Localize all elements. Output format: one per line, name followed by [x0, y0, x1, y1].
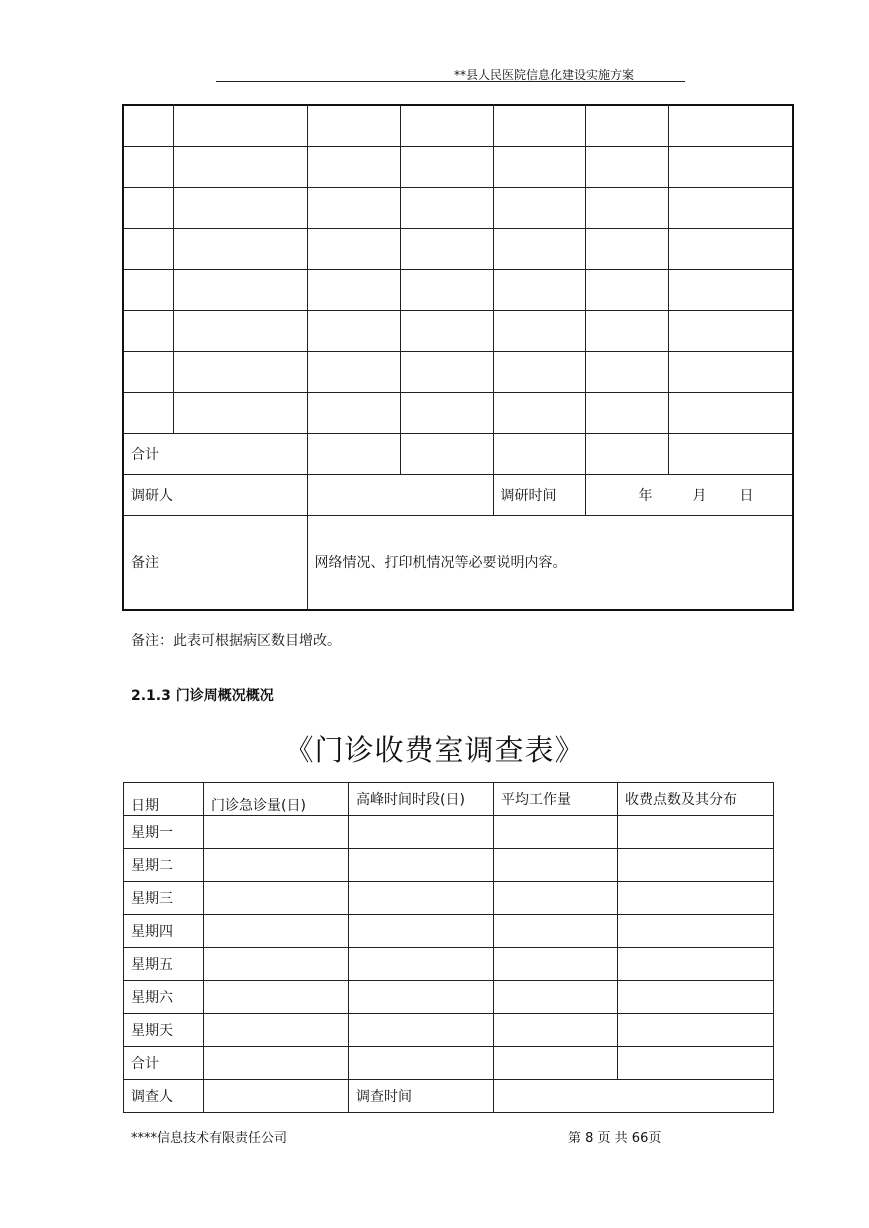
table-row: [124, 1014, 774, 1047]
table-cell: [494, 1047, 618, 1080]
table-cell: [123, 105, 173, 146]
billing-total: [124, 1047, 204, 1080]
table-cell: [668, 187, 793, 228]
column-header: [494, 783, 618, 816]
day-cell-label: 星期天: [131, 1023, 173, 1039]
table-cell: [173, 269, 307, 310]
day-cell-label: 星期四: [131, 924, 173, 940]
table-cell: [400, 228, 493, 269]
survey-time-value-cell: [494, 1080, 774, 1113]
page-header-title: **县人民医院信息化建设实施方案: [454, 68, 635, 82]
day-cell: [124, 981, 204, 1014]
table-row: [124, 816, 774, 849]
table-cell: [307, 146, 400, 187]
table-cell: [173, 146, 307, 187]
section-heading: 2.1.3 门诊周概况概况: [131, 688, 274, 704]
table-cell: [400, 146, 493, 187]
table-cell: [349, 816, 494, 849]
table-cell: [307, 392, 400, 433]
table-cell: [493, 187, 585, 228]
table-cell: [204, 948, 349, 981]
table-cell: [173, 392, 307, 433]
table-cell: [668, 310, 793, 351]
column-header-billing-points: 收费点数及其分布: [625, 792, 737, 808]
remark-text-cell: [307, 515, 793, 610]
day-cell: [124, 948, 204, 981]
table-cell: [204, 816, 349, 849]
table-cell: [668, 105, 793, 146]
footer-company: ****信息技术有限责任公司: [131, 1131, 288, 1146]
column-header-peak-time: 高峰时间时段(日): [356, 792, 465, 808]
table-cell: [204, 981, 349, 1014]
table-cell: [204, 1047, 349, 1080]
table-cell: [494, 849, 618, 882]
table-cell: [400, 187, 493, 228]
table-row: [123, 228, 793, 269]
research-date-cell: [585, 474, 793, 515]
day-cell-label: 星期一: [131, 825, 173, 841]
table-cell: [585, 228, 668, 269]
day-cell: [124, 1014, 204, 1047]
table-cell: [204, 849, 349, 882]
table-row: [123, 392, 793, 433]
day-cell-label: 星期五: [131, 957, 173, 973]
table-cell: [123, 392, 173, 433]
surveyor-label: 调查人: [131, 1089, 173, 1105]
table-cell: [400, 392, 493, 433]
table-cell: [493, 269, 585, 310]
day-cell-label: 星期三: [131, 891, 173, 907]
table-cell: [668, 269, 793, 310]
table-cell: [585, 433, 668, 474]
table-cell: [400, 310, 493, 351]
surveyor: [124, 1080, 204, 1113]
survey-time-label: 调查时间: [356, 1089, 412, 1105]
table-cell: [307, 105, 400, 146]
table-cell: [204, 915, 349, 948]
table-cell: [307, 351, 400, 392]
table-cell: [668, 228, 793, 269]
table-cell: [173, 351, 307, 392]
table-row: [124, 981, 774, 1014]
billing-total-label: 合计: [131, 1056, 159, 1072]
table-row: [124, 882, 774, 915]
table-cell: [349, 1014, 494, 1047]
table-row: [123, 269, 793, 310]
table-row: [124, 849, 774, 882]
survey-time: [349, 1080, 494, 1113]
table-cell: [173, 310, 307, 351]
table-cell: [494, 981, 618, 1014]
table-cell: [349, 1047, 494, 1080]
billing-survey-title: 《门诊收费室调查表》: [284, 733, 585, 767]
remark-label: 备注: [131, 555, 159, 572]
table-cell: [618, 915, 774, 948]
date-month-label: 月: [692, 487, 707, 504]
table-cell: [618, 1047, 774, 1080]
table-cell: [585, 392, 668, 433]
table-cell: [585, 105, 668, 146]
table-cell: [349, 948, 494, 981]
table-cell: [585, 187, 668, 228]
table-cell: [400, 351, 493, 392]
researcher-label-cell: [123, 474, 307, 515]
column-header: [349, 783, 494, 816]
table-cell: [307, 187, 400, 228]
table-cell: [618, 816, 774, 849]
column-header-visits: 门诊急诊量(日): [211, 798, 306, 814]
remark-label-cell: [123, 515, 307, 610]
research-time-label: 调研时间: [500, 487, 557, 504]
table-cell: [204, 882, 349, 915]
survey-remark-row: [123, 515, 793, 610]
table-cell: [400, 105, 493, 146]
day-cell-label: 星期六: [131, 990, 173, 1006]
table-cell: [494, 948, 618, 981]
table-cell: [493, 105, 585, 146]
table-cell: [349, 915, 494, 948]
table-cell: [618, 1014, 774, 1047]
date-year-label: 年: [638, 487, 653, 504]
table-cell: [585, 351, 668, 392]
table-cell: [123, 146, 173, 187]
survey-total-row: [123, 433, 793, 474]
day-cell: [124, 915, 204, 948]
table-cell: [493, 146, 585, 187]
column-header-date: 日期: [131, 798, 159, 814]
table-cell: [173, 187, 307, 228]
table-cell: [668, 146, 793, 187]
researcher-value-cell: [307, 474, 493, 515]
table-cell: [668, 351, 793, 392]
table-cell: [204, 1014, 349, 1047]
billing-surveyor-row: [124, 1080, 774, 1113]
table-cell: [618, 948, 774, 981]
survey-total-label-cell: [123, 433, 307, 474]
table-cell: [349, 882, 494, 915]
table-cell: [123, 269, 173, 310]
table-row: [123, 351, 793, 392]
table-cell: [123, 351, 173, 392]
table-cell: [494, 816, 618, 849]
table-cell: [618, 981, 774, 1014]
day-cell-label: 星期二: [131, 858, 173, 874]
ward-survey-table: [122, 104, 794, 611]
table-row: [123, 105, 793, 146]
table-cell: [493, 392, 585, 433]
table-cell: [618, 849, 774, 882]
remark-text: 网络情况、打印机情况等必要说明内容。: [314, 555, 567, 572]
table-cell: [400, 433, 493, 474]
footer-page-info: 第 8 页 共 66页: [568, 1131, 662, 1146]
table-cell: [123, 228, 173, 269]
table-cell: [307, 433, 400, 474]
survey-researcher-row: [123, 474, 793, 515]
table-cell: [400, 269, 493, 310]
header-rule: [216, 81, 685, 82]
billing-total-row: [124, 1047, 774, 1080]
table-cell: [494, 915, 618, 948]
table-cell: [493, 433, 585, 474]
table-cell: [123, 310, 173, 351]
table-cell: [493, 228, 585, 269]
table-cell: [494, 1014, 618, 1047]
table-cell: [349, 849, 494, 882]
column-header: [618, 783, 774, 816]
table-row: [123, 146, 793, 187]
table-cell: [585, 310, 668, 351]
day-cell: [124, 882, 204, 915]
table-cell: [493, 310, 585, 351]
table-cell: [585, 269, 668, 310]
table-cell: [173, 228, 307, 269]
table-cell: [585, 146, 668, 187]
table-row: [124, 915, 774, 948]
column-header: [204, 783, 349, 816]
table-cell: [307, 310, 400, 351]
table-cell: [173, 105, 307, 146]
table-cell: [668, 433, 793, 474]
table-cell: [123, 187, 173, 228]
table-cell: [349, 981, 494, 1014]
table-cell: [307, 228, 400, 269]
table-cell: [494, 882, 618, 915]
survey-total-label: 合计: [131, 446, 159, 463]
table-note: 备注：此表可根据病区数目增改。: [131, 633, 341, 649]
table-row: [124, 948, 774, 981]
surveyor-value-cell: [204, 1080, 349, 1113]
table-cell: [493, 351, 585, 392]
table-cell: [668, 392, 793, 433]
research-time-label-cell: [493, 474, 585, 515]
table-row: [123, 187, 793, 228]
day-cell: [124, 816, 204, 849]
day-cell: [124, 849, 204, 882]
column-header-workload: 平均工作量: [501, 792, 571, 808]
table-row: [123, 310, 793, 351]
researcher-label: 调研人: [131, 487, 173, 504]
date-day-label: 日: [739, 487, 754, 504]
table-cell: [618, 882, 774, 915]
column-header: [124, 783, 204, 816]
billing-survey-table: [123, 782, 774, 1113]
billing-header-row: [124, 783, 774, 816]
table-cell: [307, 269, 400, 310]
